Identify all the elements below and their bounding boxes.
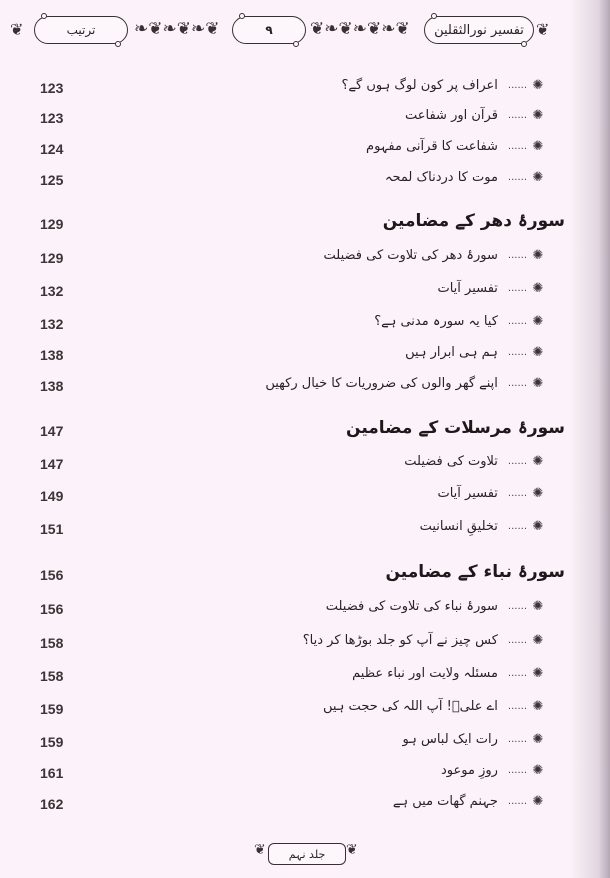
entry-title: رات ایک لباس ہو — [402, 732, 498, 747]
section-label — [34, 16, 128, 44]
page-ref: 123 — [40, 110, 64, 126]
toc-entry[interactable] — [0, 599, 610, 623]
page-ref: 147 — [40, 423, 64, 439]
toc-entry[interactable] — [0, 139, 610, 163]
section-heading-text: سورۂ دھر کے مضامین — [382, 211, 565, 231]
page-ref: 132 — [40, 316, 64, 332]
flower-bullet-icon: ✺ — [532, 248, 544, 263]
entry-title: موت کا دردناک لمحہ — [384, 170, 498, 185]
section-label-text: ترتیب — [66, 23, 96, 37]
page-number — [232, 16, 306, 44]
page-ref: 138 — [40, 378, 64, 394]
leader-dots: ...... — [507, 378, 527, 389]
book-title — [424, 16, 534, 44]
toc-entry[interactable] — [0, 699, 610, 723]
flower-bullet-icon: ✺ — [532, 699, 544, 714]
toc-entry[interactable] — [0, 345, 610, 369]
leader-dots: ...... — [507, 250, 527, 261]
leader-dots: ...... — [507, 316, 527, 327]
flower-bullet-icon: ✺ — [532, 486, 544, 501]
ornament-icon: ❦ — [10, 20, 24, 39]
entry-title: اپنے گھر والوں کی ضروریات کا خیال رکھیں — [265, 376, 498, 391]
toc-entry[interactable] — [0, 170, 610, 194]
entry-title: تفسیر آیات — [437, 281, 498, 296]
leader-dots: ...... — [507, 635, 527, 646]
section-heading-text: سورۂ نباء کے مضامین — [385, 562, 565, 582]
page-ref: 159 — [40, 734, 64, 750]
leader-dots: ...... — [507, 701, 527, 712]
flower-bullet-icon: ✺ — [532, 170, 544, 185]
page-ref: 156 — [40, 567, 64, 583]
entry-title: کس چیز نے آپ کو جلد بوڑھا کر دیا؟ — [302, 633, 498, 648]
page-ref: 159 — [40, 701, 64, 717]
flower-bullet-icon: ✺ — [532, 108, 544, 123]
section-heading-text: سورۂ مرسلات کے مضامین — [346, 418, 565, 438]
page-ref: 149 — [40, 488, 64, 504]
flower-bullet-icon: ✺ — [532, 139, 544, 154]
page-ref: 151 — [40, 521, 64, 537]
toc-entry[interactable] — [0, 519, 610, 543]
leader-dots: ...... — [507, 734, 527, 745]
toc-entry[interactable] — [0, 486, 610, 510]
flower-bullet-icon: ✺ — [532, 599, 544, 614]
leader-dots: ...... — [507, 172, 527, 183]
entry-title: تلاوت کی فضیلت — [404, 454, 498, 469]
leader-dots: ...... — [507, 110, 527, 121]
entry-title: قرآن اور شفاعت — [404, 108, 498, 123]
toc-entry[interactable] — [0, 248, 610, 272]
toc-entry[interactable] — [0, 794, 610, 818]
page-number-text: ۹ — [265, 23, 273, 37]
toc-entry[interactable] — [0, 633, 610, 657]
leader-dots: ...... — [507, 283, 527, 294]
page-ref: 132 — [40, 283, 64, 299]
page-ref: 147 — [40, 456, 64, 472]
flower-bullet-icon: ✺ — [532, 633, 544, 648]
leader-dots: ...... — [507, 141, 527, 152]
page-ref: 124 — [40, 141, 64, 157]
entry-title: جہنم گھات میں ہے — [392, 794, 498, 809]
flower-bullet-icon: ✺ — [532, 454, 544, 469]
toc-entry[interactable] — [0, 78, 610, 102]
volume-label — [268, 843, 346, 865]
entry-title: سورۂ دھر کی تلاوت کی فضیلت — [323, 248, 498, 263]
entry-title: مسئلہ ولایت اور نباء عظیم — [352, 666, 498, 681]
leader-dots: ...... — [507, 456, 527, 467]
entry-title: اے علیؑ! آپ اللہ کی حجت ہیں — [322, 699, 498, 714]
leader-dots: ...... — [507, 796, 527, 807]
volume-label-text: جلد نہم — [288, 847, 326, 861]
ornament-icon: ❦ — [536, 20, 550, 39]
entry-title: تفسیر آیات — [437, 486, 498, 501]
flower-bullet-icon: ✺ — [532, 666, 544, 681]
entry-title: تخلیقِ انسانیت — [419, 519, 498, 534]
leader-dots: ...... — [507, 765, 527, 776]
leader-dots: ...... — [507, 601, 527, 612]
toc-entry[interactable] — [0, 314, 610, 338]
entry-title: سورۂ نباء کی تلاوت کی فضیلت — [325, 599, 498, 614]
flower-bullet-icon: ✺ — [532, 314, 544, 329]
page-ref: 161 — [40, 765, 64, 781]
toc-entry[interactable] — [0, 732, 610, 756]
page-ref: 158 — [40, 668, 64, 684]
toc-entry[interactable] — [0, 666, 610, 690]
toc-entry[interactable] — [0, 281, 610, 305]
toc-entry[interactable] — [0, 108, 610, 132]
flower-bullet-icon: ✺ — [532, 763, 544, 778]
page-ref: 156 — [40, 601, 64, 617]
ornament-icon: ❦ — [346, 842, 358, 858]
flower-bullet-icon: ✺ — [532, 519, 544, 534]
page-ref: 129 — [40, 216, 64, 232]
page-ref: 138 — [40, 347, 64, 363]
flourish-ornament-icon: ❦ ❧ ❦ ❧ ❦ ❧ ❦ — [310, 19, 408, 39]
leader-dots: ...... — [507, 80, 527, 91]
entry-title: کیا یہ سورہ مدنی ہے؟ — [374, 314, 498, 329]
entry-title: روزِ موعود — [441, 763, 498, 778]
toc-entry[interactable] — [0, 763, 610, 787]
entry-title: ہم ہی ابرار ہیں — [405, 345, 498, 360]
book-title-text: تفسیر نورالثقلین — [434, 22, 524, 38]
ornament-icon: ❦ — [254, 842, 266, 858]
flower-bullet-icon: ✺ — [532, 281, 544, 296]
leader-dots: ...... — [507, 668, 527, 679]
page-ref: 129 — [40, 250, 64, 266]
entry-title: اعراف پر کون لوگ ہوں گے؟ — [341, 78, 498, 93]
leader-dots: ...... — [507, 521, 527, 532]
page-ref: 158 — [40, 635, 64, 651]
toc-section-heading[interactable] — [0, 562, 610, 589]
page-ref: 123 — [40, 80, 64, 96]
page-header — [0, 12, 610, 48]
entry-title: شفاعت کا قرآنی مفہوم — [366, 139, 498, 154]
leader-dots: ...... — [507, 488, 527, 499]
flower-bullet-icon: ✺ — [532, 732, 544, 747]
page-ref: 162 — [40, 796, 64, 812]
toc-entry[interactable] — [0, 454, 610, 478]
flower-bullet-icon: ✺ — [532, 794, 544, 809]
toc-entry[interactable] — [0, 376, 610, 400]
flower-bullet-icon: ✺ — [532, 376, 544, 391]
page-ref: 125 — [40, 172, 64, 188]
leader-dots: ...... — [507, 347, 527, 358]
flower-bullet-icon: ✺ — [532, 78, 544, 93]
flourish-ornament-icon: ❧ ❦ ❧ ❦ ❧ ❦ — [134, 19, 218, 39]
toc-section-heading[interactable] — [0, 211, 610, 238]
toc-section-heading[interactable] — [0, 418, 610, 445]
flower-bullet-icon: ✺ — [532, 345, 544, 360]
